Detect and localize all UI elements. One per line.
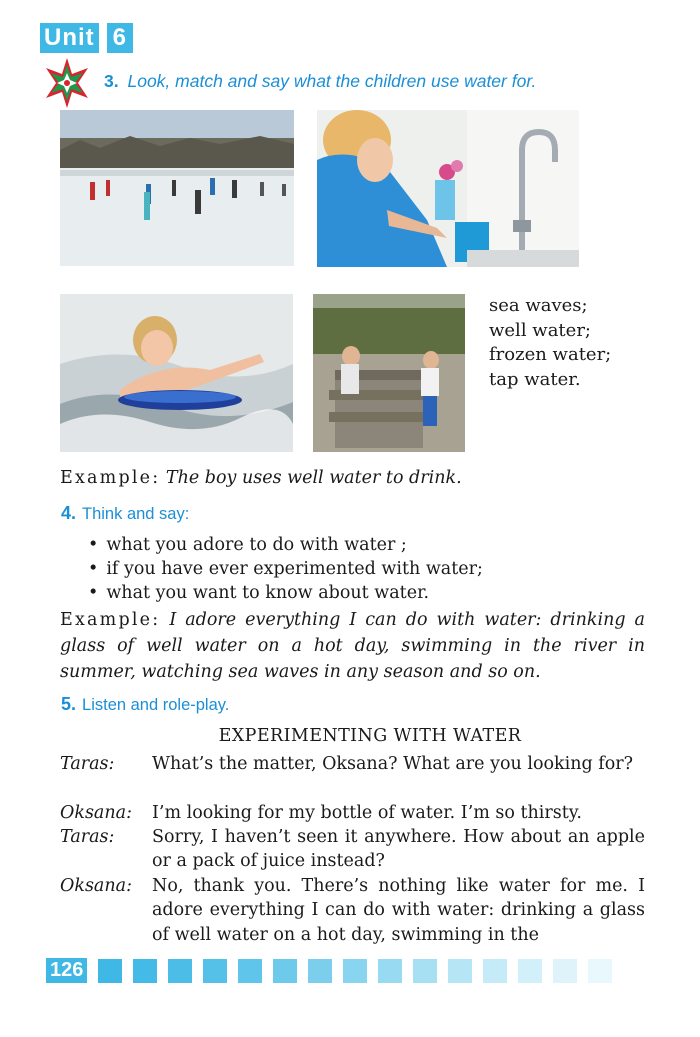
task-4-example [60,607,645,685]
list-item: frozen water; [489,344,612,365]
dialog-speaker: Oksana: [60,876,132,896]
decorative-square [343,959,367,983]
list-item: • what you adore to do with water ; [88,533,483,557]
example-text: The boy uses well water to drink. [165,468,462,488]
task-4-instruction: Think and say: [82,505,190,523]
task-4-bullet-list [88,533,483,605]
dialog-speaker: Taras: [60,754,115,774]
star-ornament-icon [42,56,92,110]
task-3-number: 3. [104,71,119,91]
task-5-instruction: Listen and role-play. [82,696,230,714]
dialog-speaker: Taras: [60,827,115,847]
example-text: I adore everything I can do with water: drinking a glass of well water on a hot day, swimming in the river in summer, watching sea waves in any season and so on. [60,610,645,682]
dialog-line: No, thank you. There’s nothing like water for me. I adore everything I can do with water: drinking a glass of well water on a hot day, swimming in the [152,876,645,945]
list-item: sea waves; [489,295,588,316]
page-footer [46,958,612,983]
list-item: tap water. [489,368,581,390]
decorative-square [98,959,122,983]
list-item: • if you have ever experimented with water; [88,557,483,581]
photo-sea-waves [60,294,293,452]
decorative-square [308,959,332,983]
decorative-square [238,959,262,983]
decorative-square [133,959,157,983]
example-label: Example: [60,468,161,488]
dialog-title: EXPERIMENTING WITH WATER [218,726,522,746]
dialog-line: I’m looking for my bottle of water. I’m so thirsty. [152,803,582,823]
task-3-example [60,466,462,490]
dialog-line: What’s the matter, Oksana? What are you looking for? [152,754,634,774]
task-5-heading [61,694,229,715]
decorative-square [413,959,437,983]
photo-ice-skating [60,110,294,266]
task-4-number: 4. [61,503,77,523]
photo-well-water [313,294,465,452]
dialog-line: Sorry, I haven’t seen it anywhere. How about an apple or a pack of juice instead? [152,827,645,872]
decorative-square [518,959,542,983]
decorative-square [483,959,507,983]
decorative-square [378,959,402,983]
list-item: • what you want to know about water. [88,581,483,605]
task-4-heading [61,503,189,524]
decorative-square [273,959,297,983]
unit-number: 6 [107,23,133,53]
page-number: 126 [46,958,87,983]
task-3-instruction: Look, match and say what the children use water for. [127,71,537,91]
task-3-heading [104,71,536,92]
decorative-square [448,959,472,983]
list-item: well water; [489,319,591,341]
photo-tap-water [317,110,579,267]
example-label: Example: [60,610,161,630]
unit-label: Unit [40,23,99,53]
task-5-number: 5. [61,694,77,714]
dialog-speaker: Oksana: [60,803,132,823]
unit-badge [40,23,133,53]
matching-word-list [489,294,611,392]
decorative-square [588,959,612,983]
decorative-square [203,959,227,983]
decorative-square [553,959,577,983]
decorative-square [168,959,192,983]
